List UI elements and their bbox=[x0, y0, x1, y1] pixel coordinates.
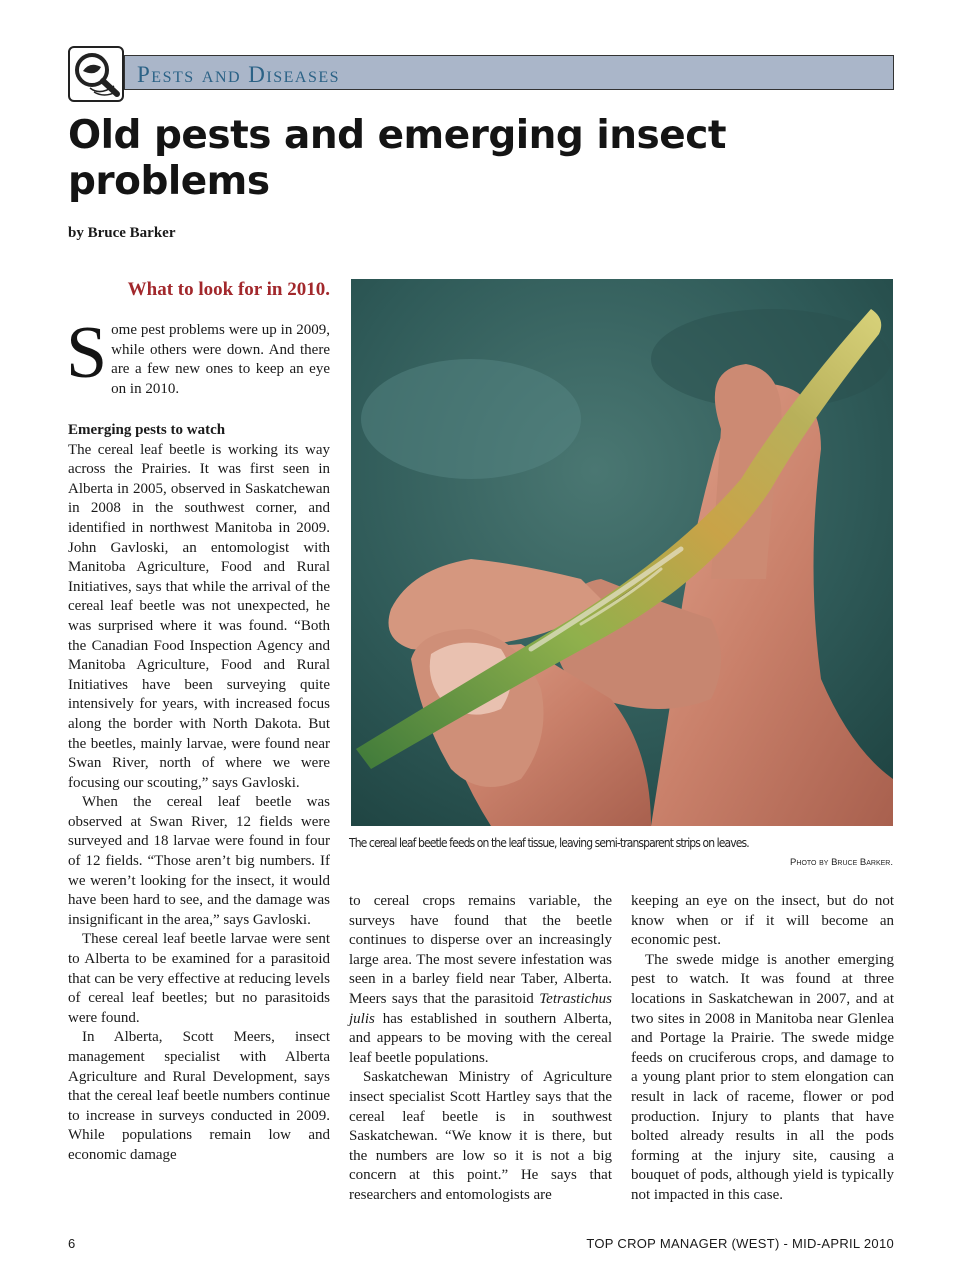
body-column-2 bbox=[349, 892, 612, 1206]
section-title: Pests and Diseases bbox=[137, 62, 341, 87]
photo-credit: Photo by Bruce Barker. bbox=[790, 857, 893, 868]
lead-text: ome pest problems were up in 2009, while others were down. And there are a few new ones to keep an eye on in 2010. bbox=[111, 322, 330, 397]
photo-caption: The cereal leaf beetle feeds on the leaf tissue, leaving semi-transparent strips on leaves. bbox=[349, 836, 749, 850]
body-paragraph: keeping an eye on the insect, but do not know when or if it will become an economic pest. bbox=[631, 893, 894, 949]
byline: by Bruce Barker bbox=[68, 225, 176, 241]
body-paragraph: The cereal leaf beetle is working its way across the Prairies. It was first seen in Alberta in 2005, observed in Saskatchewan in 2008 in the southwest corner, and identified in northwest Manitoba in 2009. John Gavloski, an entomologist with Manitoba Agriculture, Food and Rural Initiatives, says that while the arrival of the cereal leaf beetle was not unexpected, he was surprised where it was found. “Both the Canadian Food Inspection Agency and Manitoba Agriculture, Food and Rural Initiatives have been surveying quite intensively for years, with increased focus along the border with North Dakota. But the beetles, mainly larvae, were found near Swan River, north of where we were focusing our scouting,” says Gavloski. bbox=[68, 441, 330, 791]
article-headline: Old pests and emerging insect problems bbox=[68, 113, 726, 204]
article-deck: What to look for in 2010. bbox=[127, 279, 330, 300]
lead-paragraph bbox=[66, 312, 330, 399]
photo-beetle-on-leaf bbox=[351, 279, 893, 826]
section-banner bbox=[124, 55, 894, 90]
subhead: Emerging pests to watch bbox=[68, 422, 226, 438]
body-paragraph: The swede midge is another emerging pest to watch. It was found at three locations in Saskatchewan in 2007, and at two sites in 2008 in Manitoba near Glenlea and Portage la Prairie. The swede midge feeds on cruciferous crops, and damage to a young plant prior to stem elongation can result in lack of raceme, flower or pod production. Injury to plants that have bolted already results in all the pods forming at the injury site, causing a bouquet of pods, although yield is typically not impacted in this case. bbox=[631, 951, 894, 1203]
page-number: 6 bbox=[68, 1236, 76, 1251]
species-name: Tetrastichus julis bbox=[349, 990, 612, 1027]
publication-footer: TOP CROP MANAGER (WEST) - MID-APRIL 2010 bbox=[586, 1236, 894, 1251]
body-paragraph: In Alberta, Scott Meers, insect management specialist with Alberta Agriculture and Rural Development, says that the cereal leaf beetle numbers continue to increase in surveys conducted in 2009. While populations remain low and economic damage bbox=[68, 1029, 330, 1163]
body-text: to cereal crops remains variable, the surveys have found that the beetle continues to disperse over an increasingly large area. The most severe infestation was seen in a barley field near Taber, Alberta. Meers says that the parasitoid bbox=[349, 893, 612, 1007]
drop-cap: S bbox=[66, 312, 108, 394]
magnifier-insect-icon bbox=[70, 48, 122, 100]
body-paragraph: When the cereal leaf beetle was observed at Swan River, 12 fields were surveyed and 18 larvae were found in four of 12 fields. “Those aren’t big numbers. If we weren’t looking for the insect, it would have been hard to see, and the damage was insignificant in the area,” says Gavloski. bbox=[68, 794, 330, 928]
body-paragraph: These cereal leaf beetle larvae were sent to Alberta to be examined for a parasitoid that can be very effective at reducing levels of cereal leaf beetles; but no parasitoids were found. bbox=[68, 931, 330, 1026]
body-paragraph: Saskatchewan Ministry of Agriculture insect specialist Scott Hartley says that the cereal leaf beetle is in southwest Saskatchewan. “We know it is there, but the numbers are low so it is not a big concern at this point.” He says that researchers and entomologists are bbox=[349, 1069, 612, 1203]
body-text: has established in southern Alberta, and appears to be moving with the cereal leaf beetle populations. bbox=[349, 1010, 612, 1066]
body-column-1 bbox=[68, 421, 330, 1166]
article-photo bbox=[351, 279, 893, 826]
section-icon bbox=[68, 46, 124, 102]
body-paragraph bbox=[349, 892, 612, 1068]
body-column-3 bbox=[631, 892, 894, 1206]
